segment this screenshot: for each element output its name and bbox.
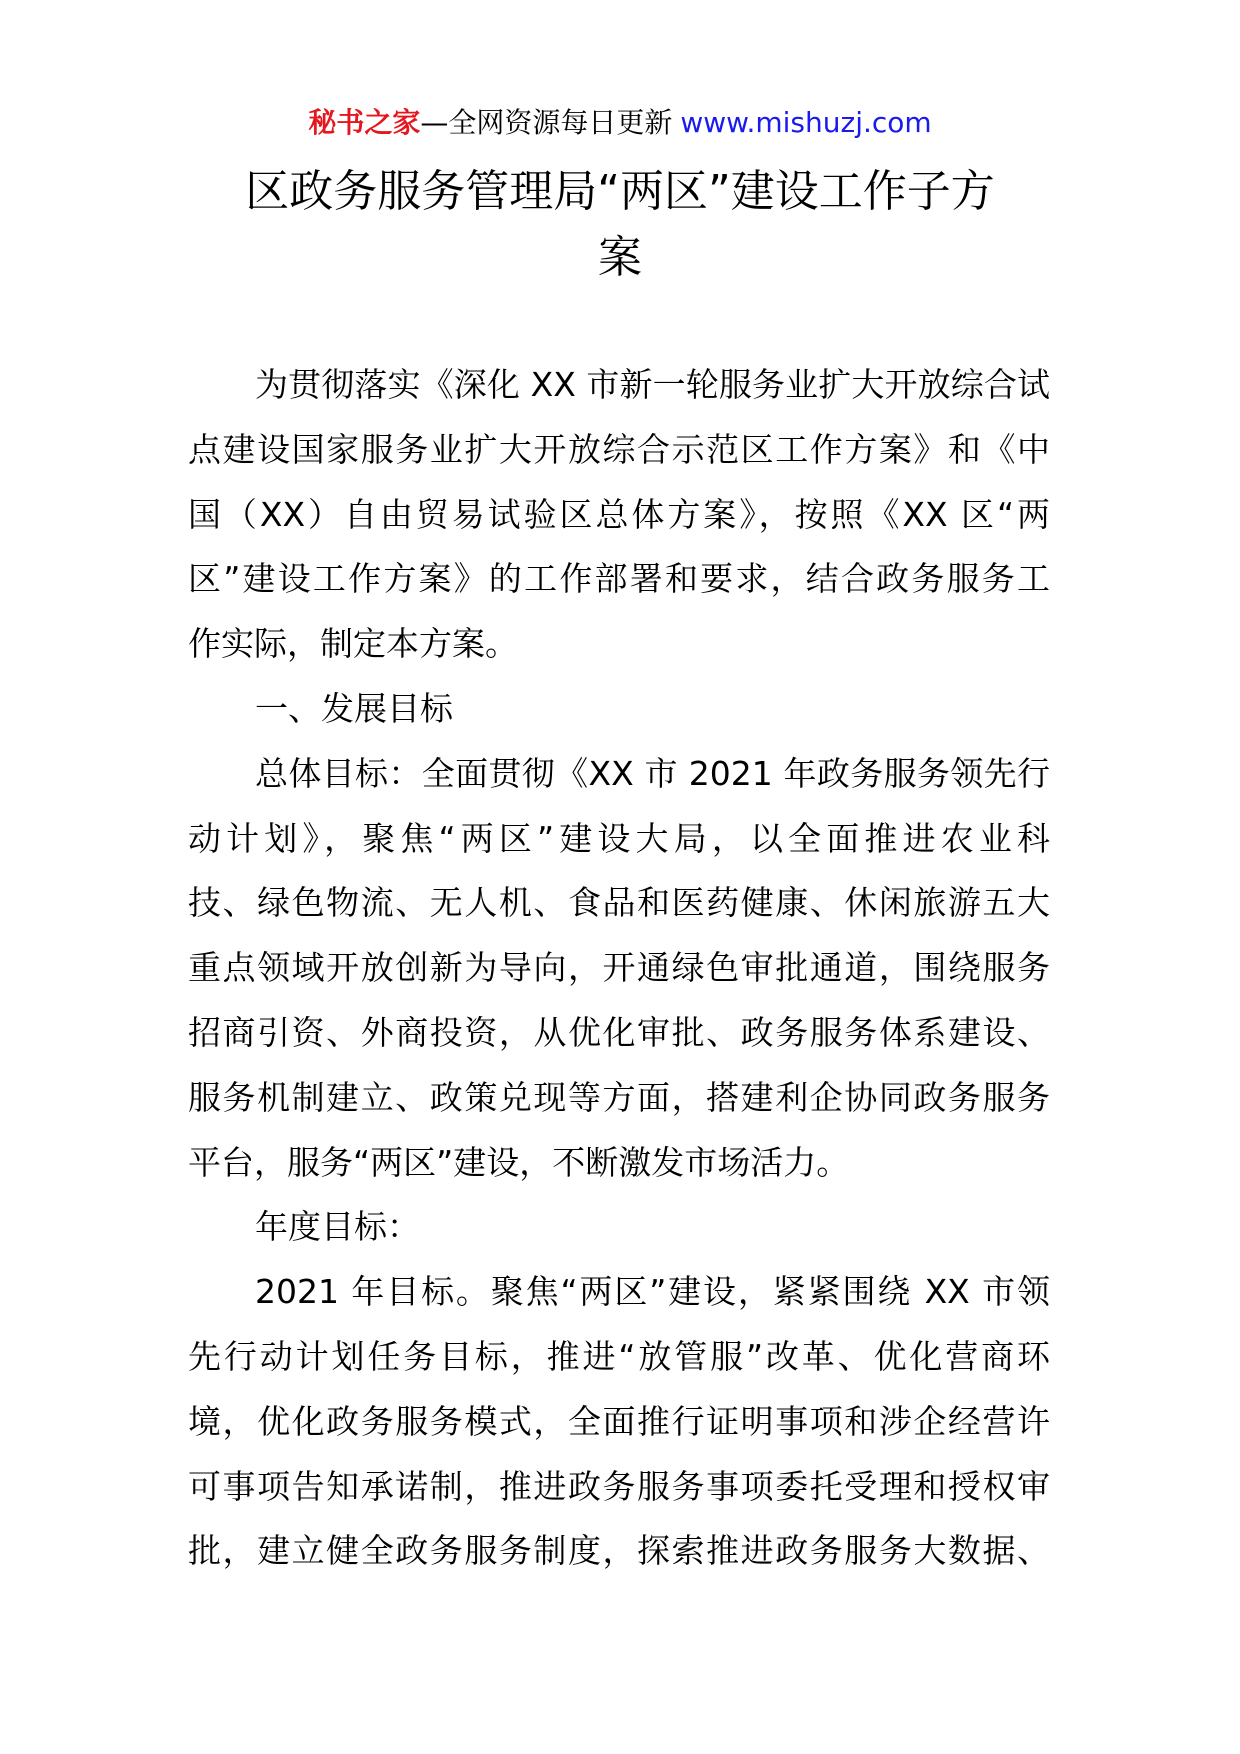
body-line: 点建设国家服务业扩大开放综合示范区工作方案》和《中 <box>188 429 1050 469</box>
page-header <box>0 104 1240 142</box>
body-line: 作实际，制定本方案。 <box>188 624 518 664</box>
paragraph-2021-goal <box>188 1260 1050 1584</box>
brand-name: 秘书之家 <box>308 106 421 139</box>
body-line: 批，建立健全政务服务制度，探索推进政务服务大数据、 <box>188 1531 1050 1571</box>
body-line: 服务机制建立、政策兑现等方面，搭建利企协同政务服务 <box>188 1077 1050 1117</box>
paragraph-intro <box>188 353 1050 677</box>
section-heading-text: 一、发展目标 <box>255 688 453 728</box>
title-line: 案 <box>598 232 642 283</box>
body-line: 年度目标： <box>255 1207 420 1247</box>
body-line: 重点领域开放创新为导向，开通绿色审批通道，围绕服务 <box>188 948 1050 988</box>
paragraph-overall-goal <box>188 742 1050 1196</box>
body-line: 先行动计划任务目标，推进“放管服”改革、优化营商环 <box>188 1336 1050 1376</box>
section-heading <box>188 677 1050 742</box>
document-body <box>188 353 1050 1584</box>
header-url: www.mishuzj.com <box>680 106 932 139</box>
body-line: 技、绿色物流、无人机、食品和医药健康、休闲旅游五大 <box>188 883 1050 923</box>
body-line: 2021 年目标。聚焦“两区”建设，紧紧围绕 XX 市领 <box>255 1272 1050 1312</box>
body-line: 总体目标：全面贯彻《XX 市 2021 年政务服务领先行 <box>255 753 1050 793</box>
body-line: 可事项告知承诺制，推进政务服务事项委托受理和授权审 <box>188 1466 1050 1506</box>
body-line: 为贯彻落实《深化 XX 市新一轮服务业扩大开放综合试 <box>255 365 1050 404</box>
document-title <box>140 159 1100 291</box>
body-line: 国（XX）自由贸易试验区总体方案》，按照《XX 区“两 <box>188 494 1050 534</box>
body-line: 区”建设工作方案》的工作部署和要求，结合政务服务工 <box>188 559 1050 599</box>
body-line: 平台，服务“两区”建设，不断激发市场活力。 <box>188 1142 850 1182</box>
body-line: 动计划》，聚焦“两区”建设大局，以全面推进农业科 <box>188 818 1050 858</box>
title-line: 区政务服务管理局“两区”建设工作子方 <box>245 166 995 217</box>
body-line: 招商引资、外商投资，从优化审批、政务服务体系建设、 <box>188 1012 1050 1052</box>
paragraph-annual-goal-label <box>188 1195 1050 1260</box>
header-tagline: —全网资源每日更新 <box>420 106 673 139</box>
body-line: 境，优化政务服务模式，全面推行证明事项和涉企经营许 <box>188 1401 1050 1441</box>
